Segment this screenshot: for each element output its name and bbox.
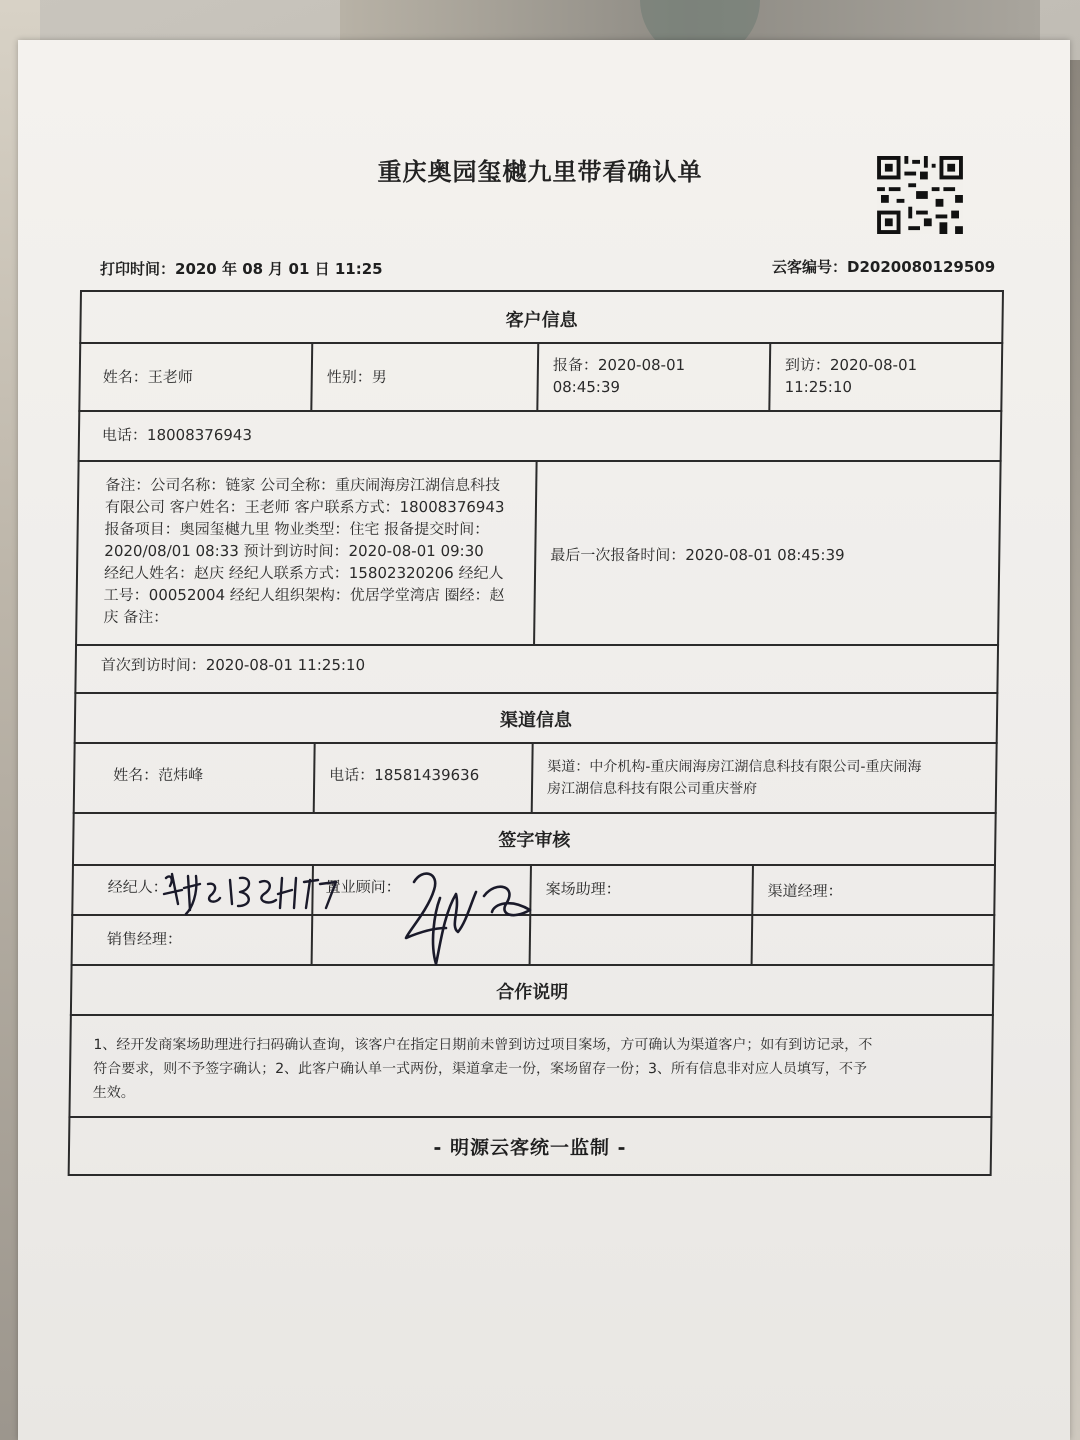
remark-line: 工号：00052004 经纪人组织架构：优居学堂湾店 圈经：赵	[103, 586, 505, 604]
remark-line: 报备项目：奥园玺樾九里 物业类型：住宅 报备提交时间：	[104, 520, 490, 538]
channel-phone: 电话：18581439636	[329, 766, 480, 784]
remark-line: 庆 备注：	[103, 608, 169, 626]
customer-info-heading: 客户信息	[505, 310, 578, 331]
channel-manager-label: 渠道经理：	[767, 882, 843, 900]
cooperation-text: 符合要求，则不予签字确认；2、此客户确认单一式两份，渠道拿走一份，案场留存一份；3、所有信息非对应人员填写，不予	[93, 1061, 868, 1077]
report-time-value: 08:45:39	[552, 378, 621, 396]
cooperation-text: 生效。	[92, 1085, 135, 1101]
first-visit-time: 首次到访时间：2020-08-01 11:25:10	[100, 656, 366, 674]
remark-line: 有限公司 客户姓名：王老师 客户联系方式：18008376943	[104, 498, 505, 516]
divider	[68, 1116, 992, 1118]
agent-label: 经纪人：	[107, 878, 168, 896]
divider	[74, 692, 998, 694]
visit-time-label: 到访：2020-08-01	[784, 356, 918, 374]
visit-time-value: 11:25:10	[784, 378, 853, 396]
remark-line: 备注：公司名称：链家 公司全称：重庆闹海房江湖信息科技	[105, 476, 501, 494]
agent-signature	[160, 864, 340, 924]
divider	[78, 410, 1002, 412]
divider	[70, 1014, 994, 1016]
divider	[75, 644, 999, 646]
footer-text: - 明源云客统一监制 -	[433, 1137, 627, 1159]
cooperation-heading: 合作说明	[496, 982, 569, 1003]
document-title: 重庆奥园玺樾九里带看确认单	[377, 158, 703, 186]
channel-detail: 房江湖信息科技有限公司重庆誉府	[546, 781, 758, 797]
customer-name: 姓名：王老师	[102, 368, 193, 386]
customer-gender: 性别：男	[326, 368, 387, 386]
confirmation-form	[68, 290, 1004, 1176]
customer-phone: 电话：18008376943	[101, 426, 253, 444]
qr-code	[876, 156, 964, 234]
assistant-label: 案场助理：	[545, 880, 621, 898]
last-report-time: 最后一次报备时间：2020-08-01 08:45:39	[550, 546, 845, 564]
divider	[78, 460, 1002, 462]
cloud-number: 云客编号：D2020080129509	[772, 258, 996, 276]
report-time-label: 报备：2020-08-01	[552, 356, 686, 374]
channel-name: 姓名：范炜峰	[113, 766, 204, 784]
channel-info-heading: 渠道信息	[499, 710, 573, 731]
divider	[74, 742, 998, 744]
sales-manager-label: 销售经理：	[106, 930, 183, 948]
remark-line: 经纪人姓名：赵庆 经纪人联系方式：15802320206 经纪人	[103, 564, 504, 582]
cooperation-text: 1、经开发商案场助理进行扫码确认查询，该客户在指定日期前未曾到访过项目案场，方可确认为渠道客户；如有到访记录，不	[93, 1037, 873, 1053]
channel-detail: 渠道：中介机构-重庆闹海房江湖信息科技有限公司-重庆闹海	[547, 759, 922, 775]
divider	[79, 342, 1003, 344]
print-time: 打印时间：2020 年 08 月 01 日 11:25	[100, 260, 383, 278]
consultant-label: 置业顾问：	[325, 878, 401, 896]
consultant-signature	[400, 862, 540, 972]
divider	[73, 812, 997, 814]
sign-review-heading: 签字审核	[498, 830, 571, 851]
remark-line: 2020/08/01 08:33 预计到访时间：2020-08-01 09:30	[104, 542, 484, 560]
